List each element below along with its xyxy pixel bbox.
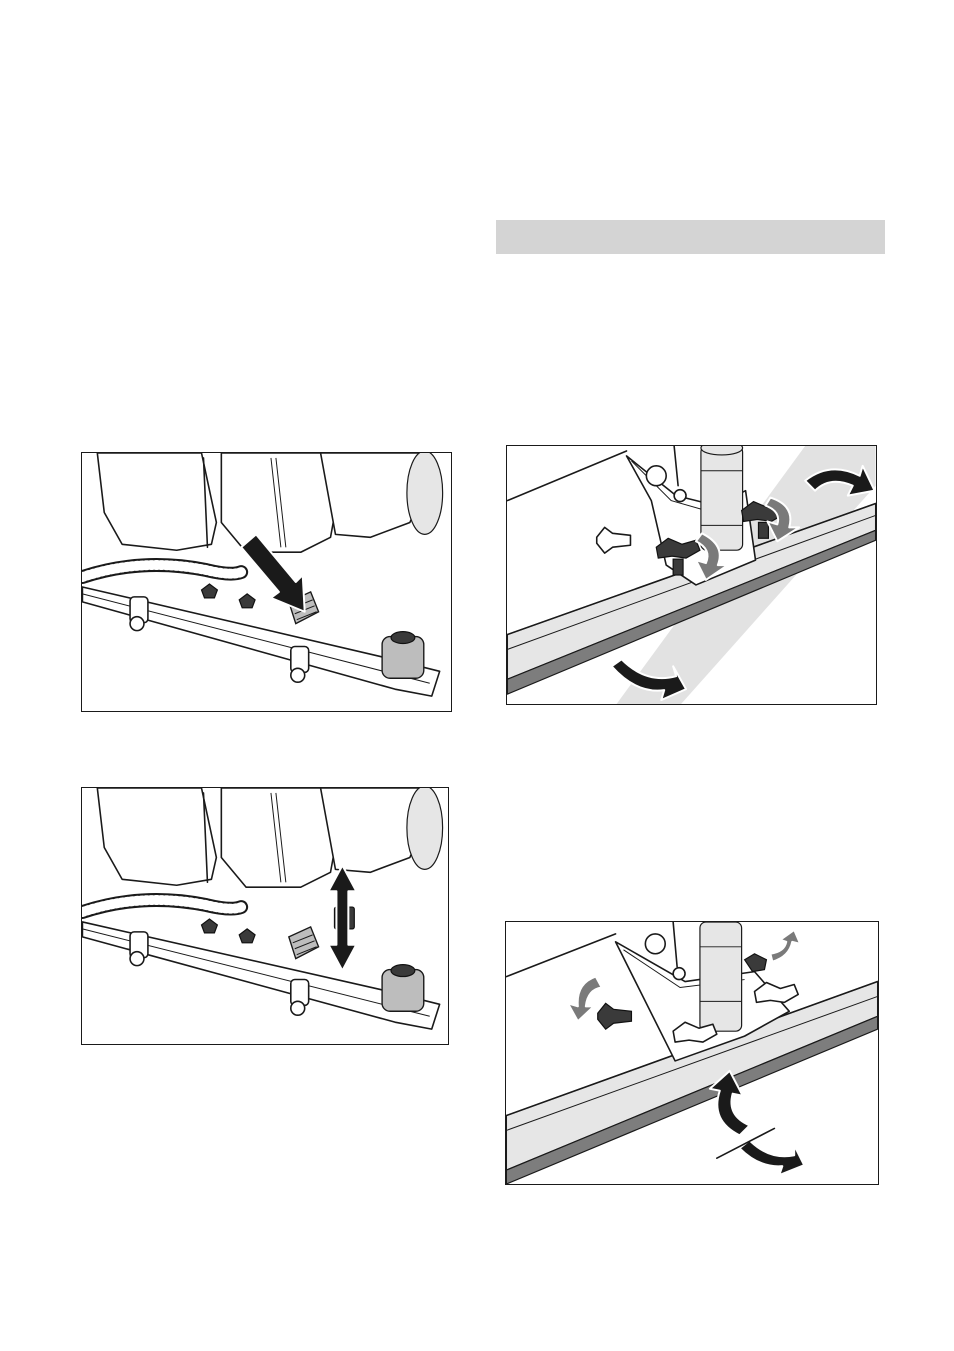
figure-height-adjust [81, 787, 449, 1045]
squeegee-angle-adjust-illustration [507, 446, 876, 704]
squeegee-pedal-press-illustration [82, 453, 451, 711]
figure-tilt-adjust [505, 921, 879, 1185]
squeegee-tilt-adjust-illustration [506, 922, 878, 1184]
figure-pedal-press [81, 452, 452, 712]
section-header-bar [496, 220, 885, 254]
squeegee-height-adjust-illustration [82, 788, 448, 1044]
figure-angle-adjust [506, 445, 877, 705]
